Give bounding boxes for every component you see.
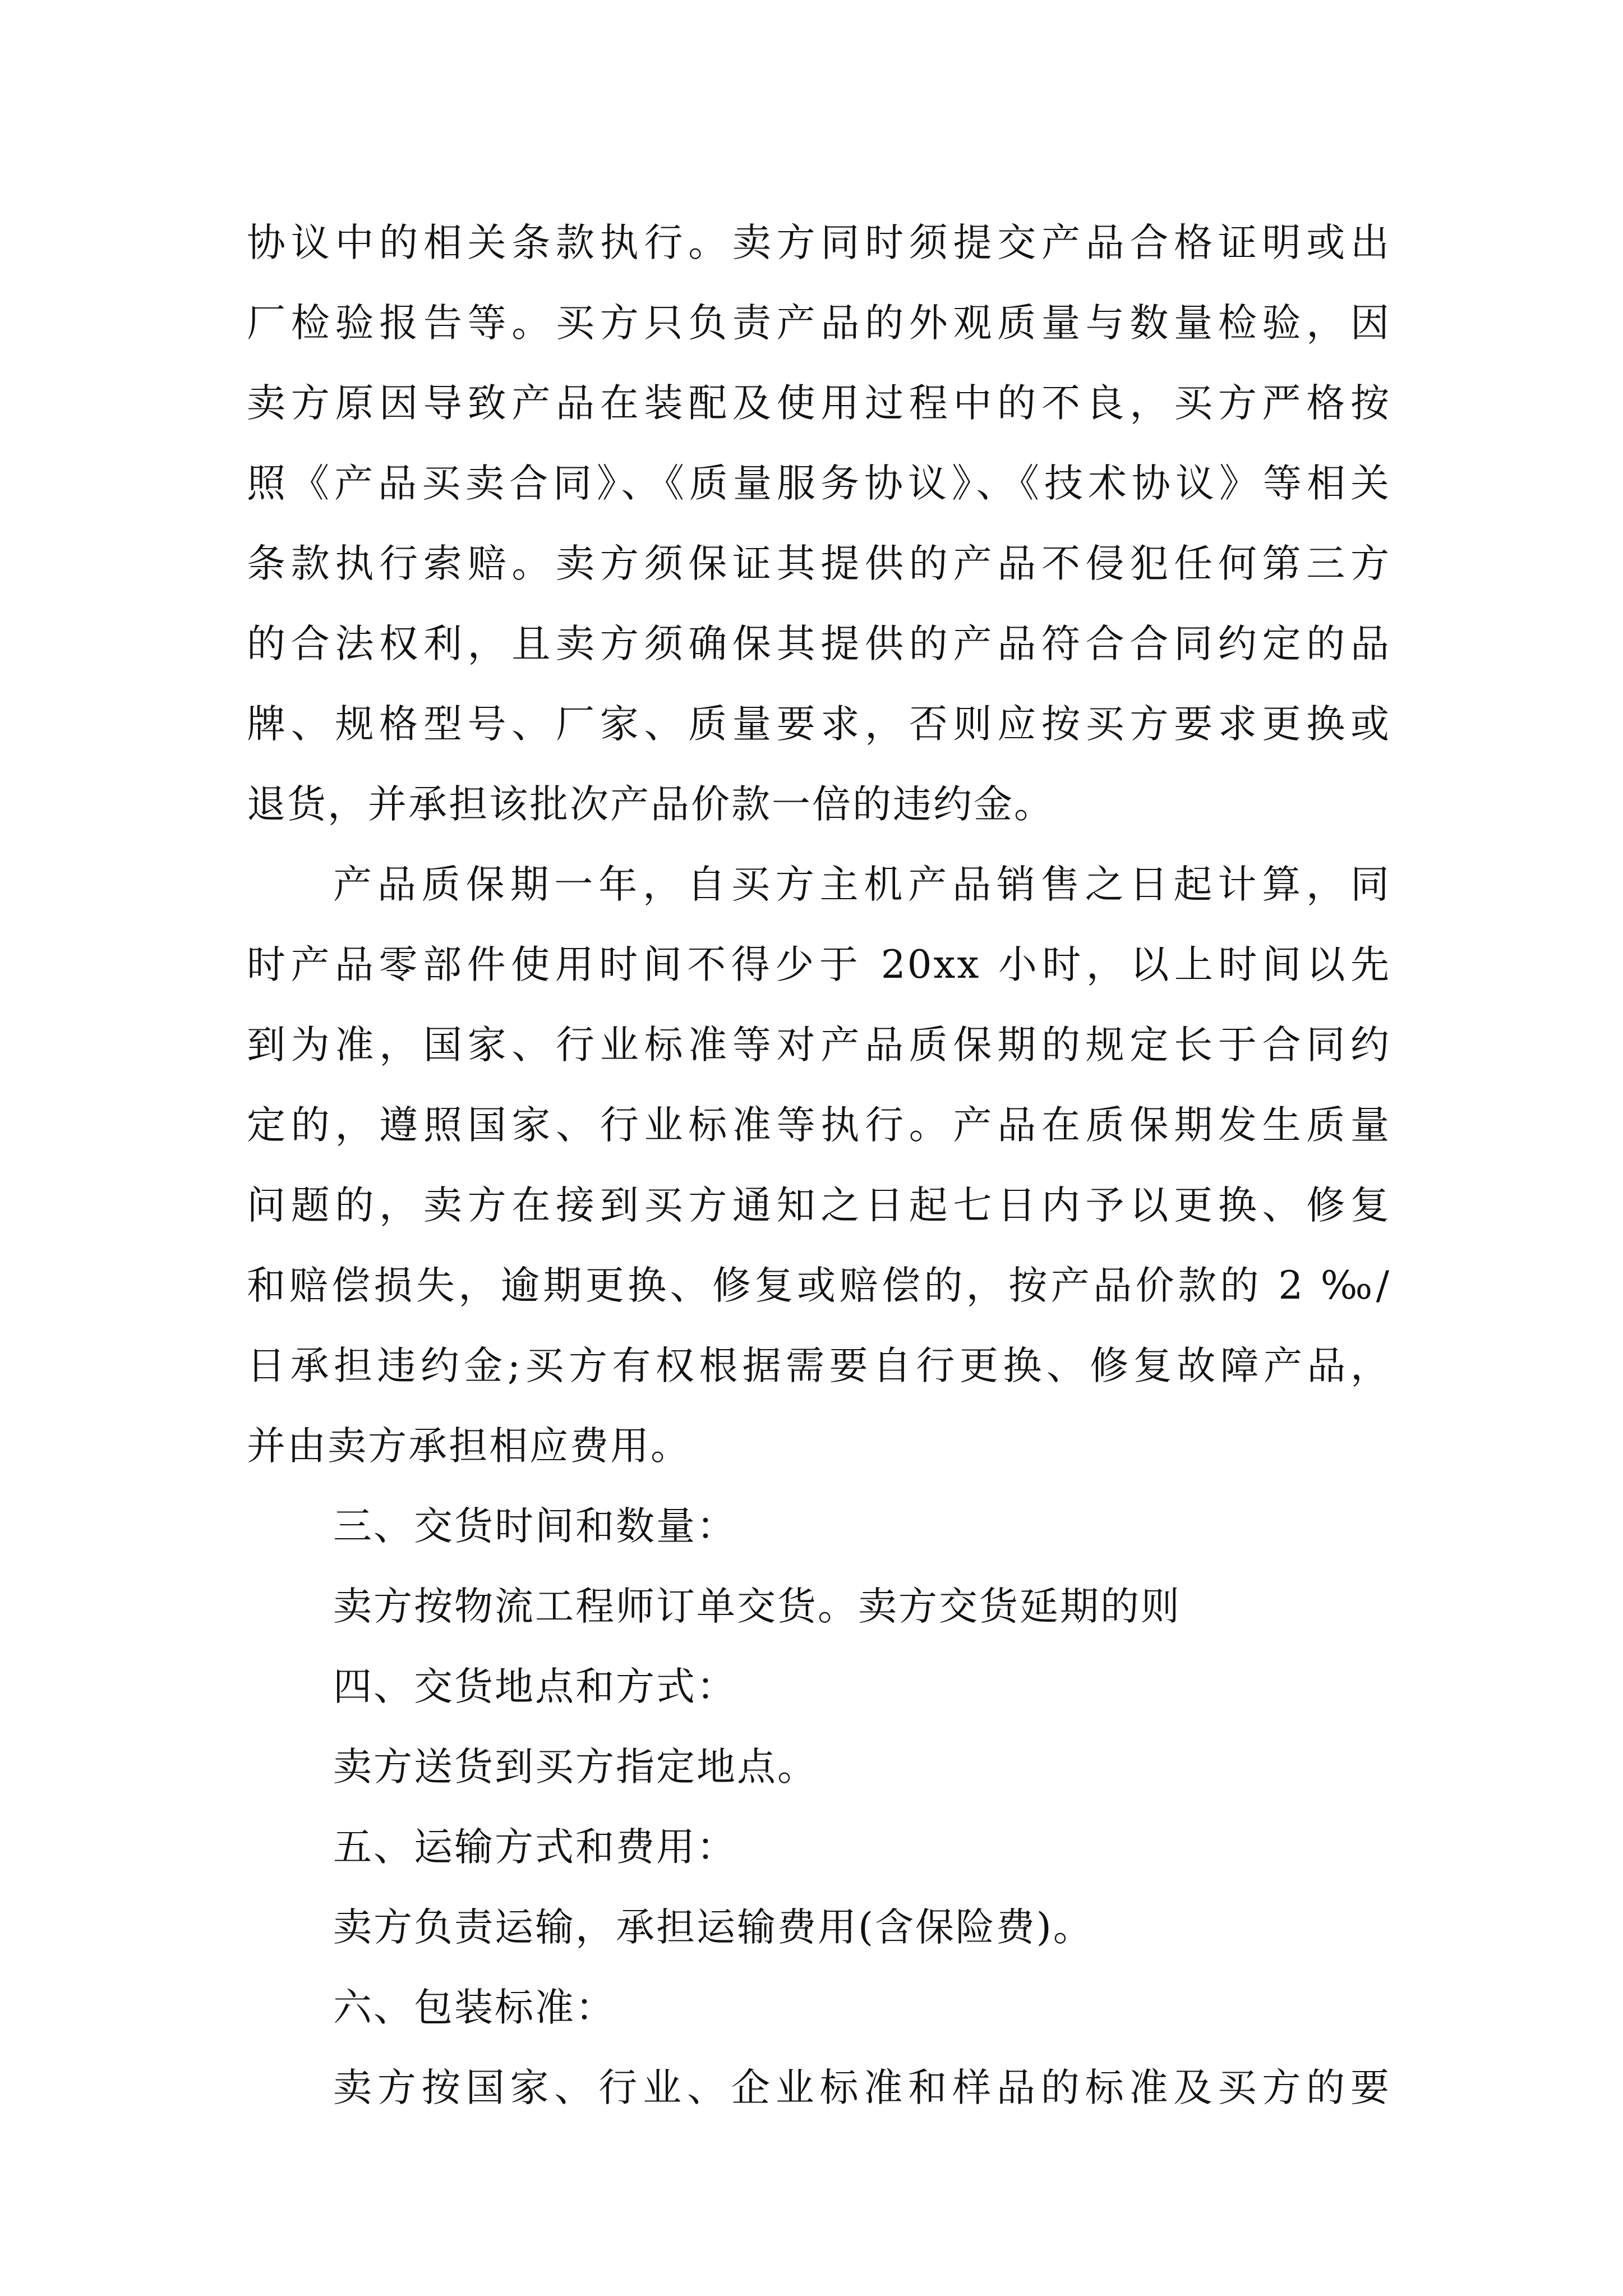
section-heading: 五、运输方式和费用：	[333, 1825, 737, 1870]
text-line: 日承担违约金;买方有权根据需要自行更换、修复故障产品，	[247, 1343, 1391, 1388]
document-body	[247, 203, 1391, 2128]
text-line: 的合法权利，且卖方须确保其提供的产品符合合同约定的品	[247, 622, 1391, 666]
text-line: 退货，并承担该批次产品价款一倍的违约金。	[247, 782, 1054, 827]
text-line: 牌、规格型号、厂家、质量要求，否则应按买方要求更换或	[247, 702, 1391, 747]
text-line: 卖方按国家、行业、企业标准和样品的标准及买方的要	[333, 2065, 1391, 2110]
section-heading: 六、包装标准：	[333, 1985, 616, 2030]
text-line: 协议中的相关条款执行。卖方同时须提交产品合格证明或出	[247, 220, 1391, 265]
text-line: 到为准，国家、行业标准等对产品质保期的规定长于合同约	[247, 1023, 1391, 1068]
text-line: 产品质保期一年，自买方主机产品销售之日起计算，同	[333, 862, 1391, 907]
text-line: 时产品零部件使用时间不得少于 20xx 小时，以上时间以先	[247, 942, 1391, 987]
text-line: 条款执行索赔。卖方须保证其提供的产品不侵犯任何第三方	[247, 541, 1391, 586]
section-heading: 三、交货时间和数量：	[333, 1504, 737, 1549]
text-line: 定的，遵照国家、行业标准等执行。产品在质保期发生质量	[247, 1103, 1391, 1148]
text-line: 和赔偿损失，逾期更换、修复或赔偿的，按产品价款的 2 ‰/	[247, 1263, 1391, 1308]
text-line: 问题的，卖方在接到买方通知之日起七日内予以更换、修复	[247, 1183, 1391, 1228]
text-line: 照《产品买卖合同》、《质量服务协议》、《技术协议》等相关	[247, 461, 1391, 506]
text-line: 厂检验报告等。买方只负责产品的外观质量与数量检验，因	[247, 301, 1391, 346]
text-line: 卖方送货到买方指定地点。	[333, 1745, 818, 1789]
section-heading: 四、交货地点和方式：	[333, 1664, 737, 1709]
text-line: 卖方按物流工程师订单交货。卖方交货延期的则	[333, 1584, 1181, 1629]
text-line: 卖方原因导致产品在装配及使用过程中的不良，买方严格按	[247, 381, 1391, 426]
text-line: 并由卖方承担相应费用。	[247, 1424, 691, 1469]
text-line: 卖方负责运输，承担运输费用(含保险费)。	[333, 1905, 1094, 1950]
